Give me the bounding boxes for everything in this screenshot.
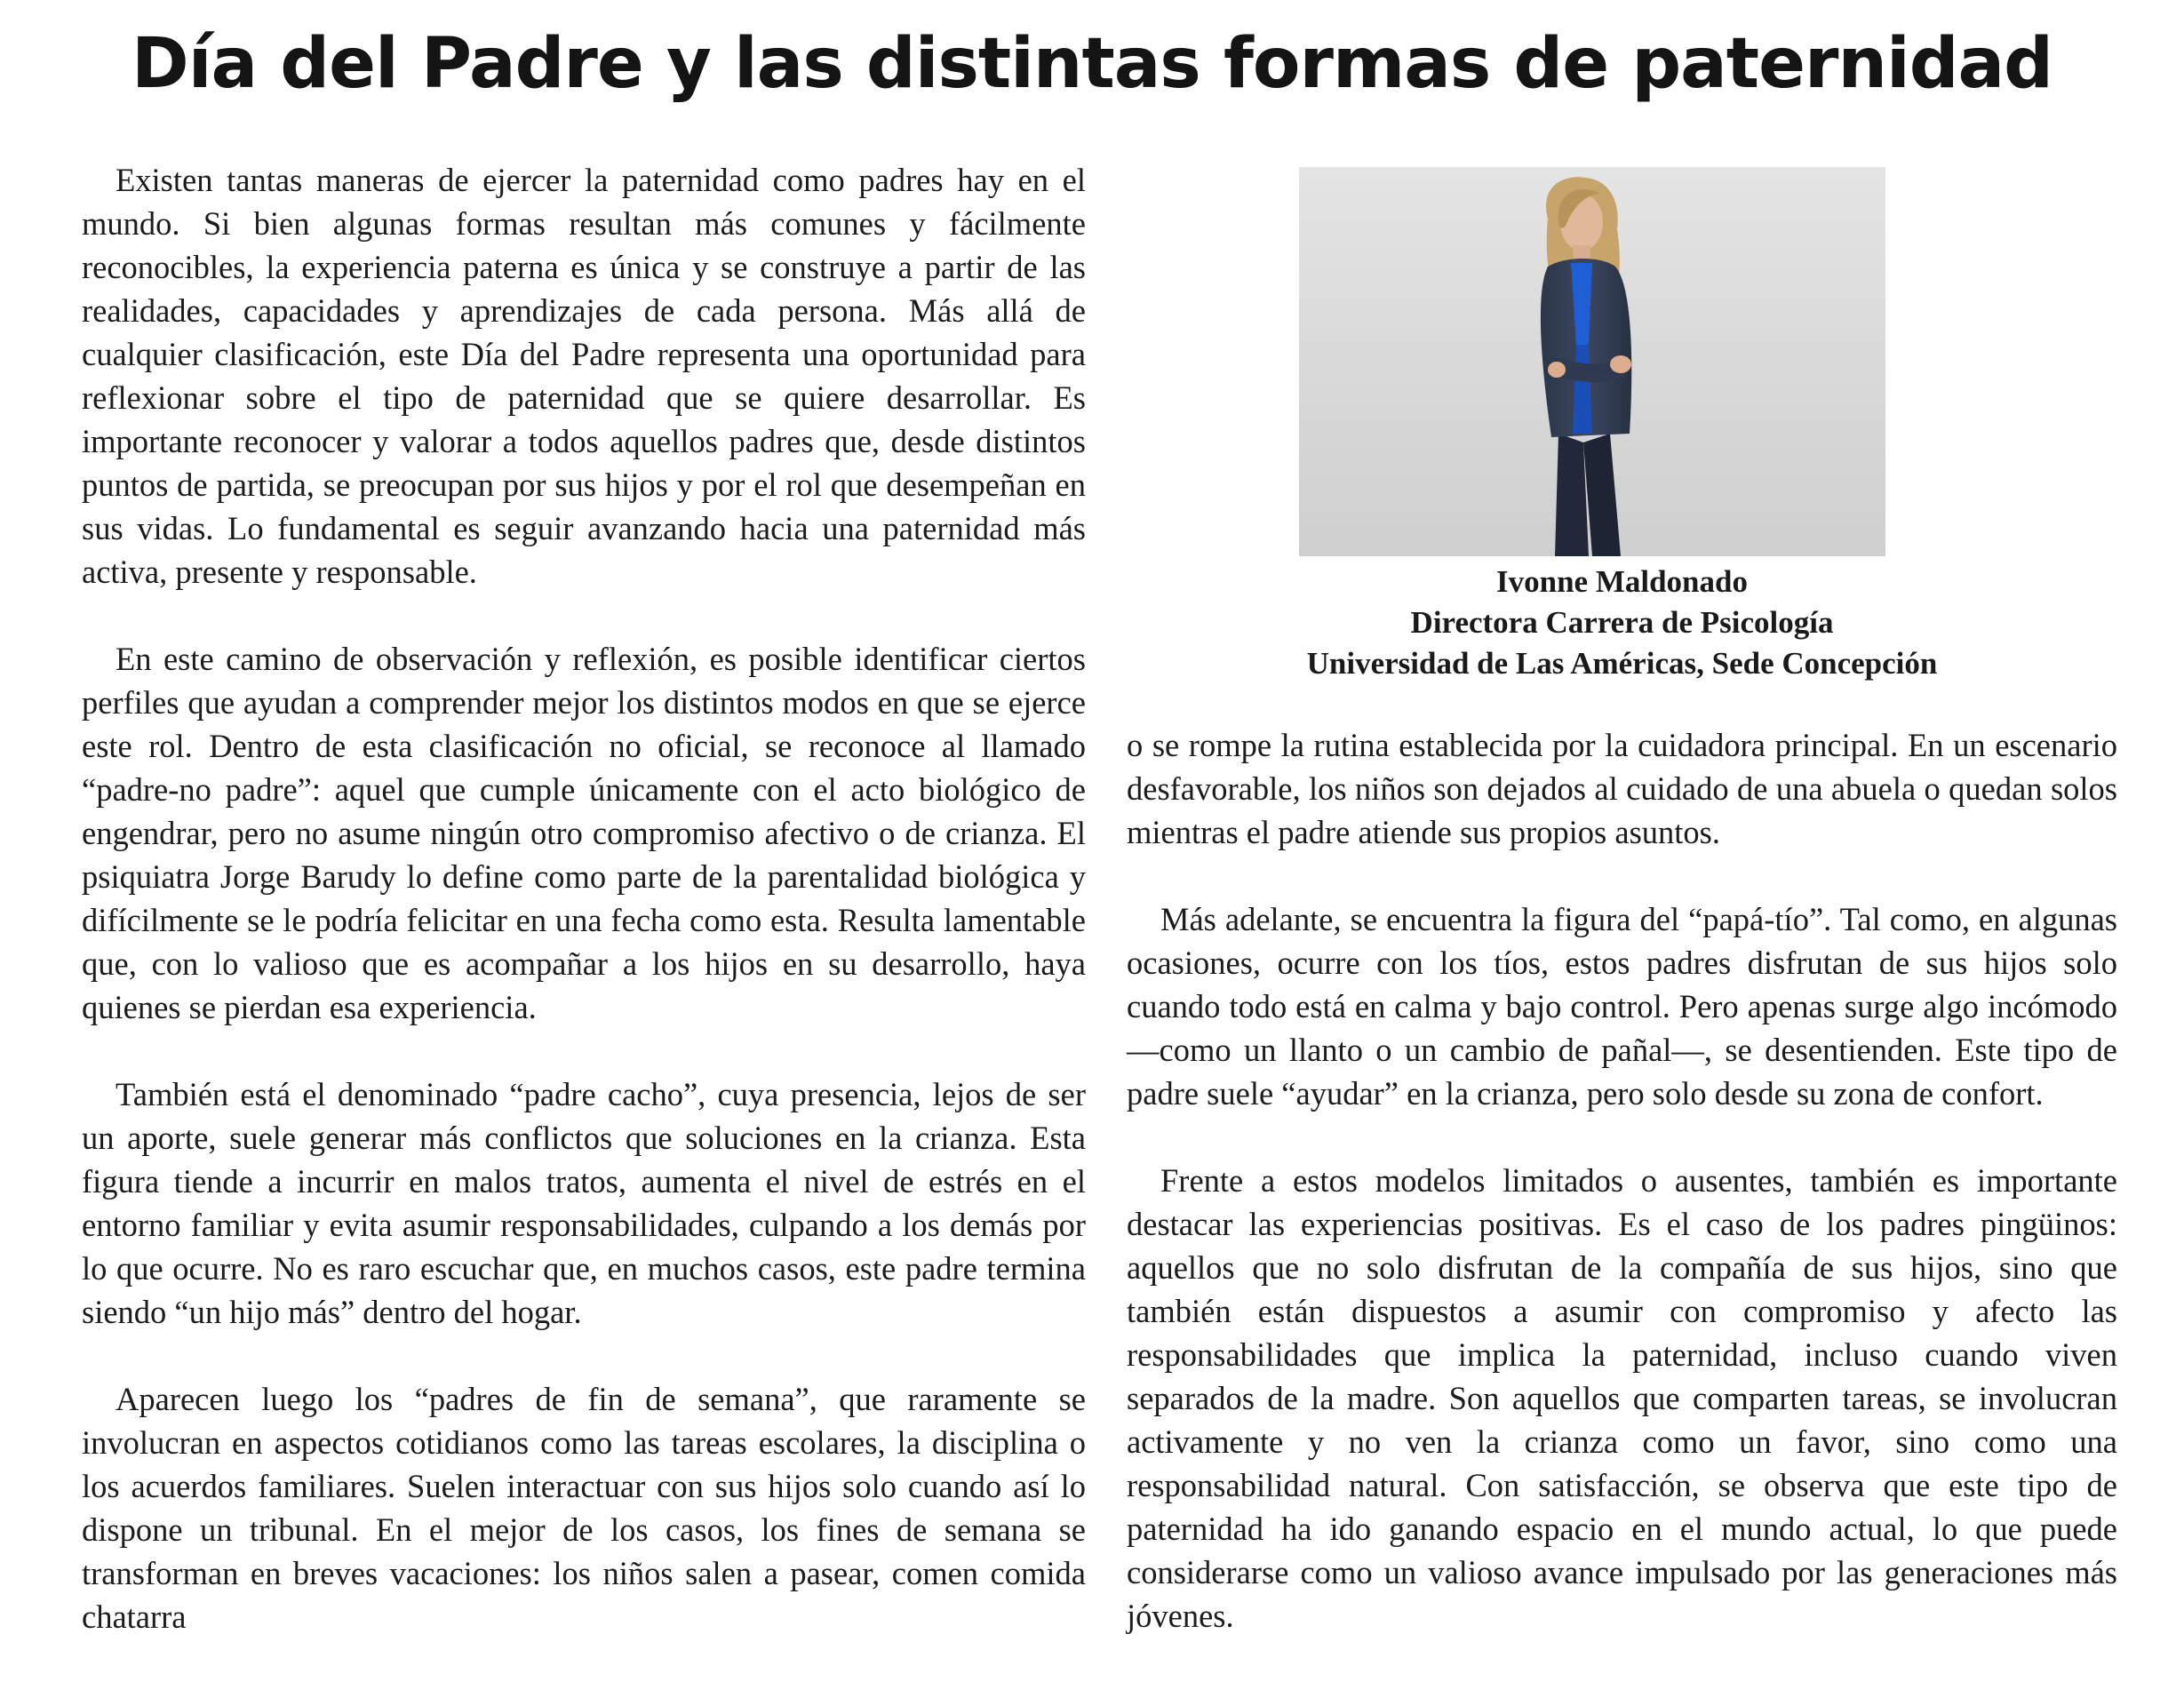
author-portrait-illustration [1299, 167, 1885, 556]
paragraph-padre-no-padre: En este camino de observación y reflexión, es posible identificar ciertos perfiles que ayudan a comprender mejor los distintos modos en que se ejerce este rol. Dentro de esta clasificación no oficial, se reconoce al llamado “padre-no padre”: aquel que cumple únicamente con el acto biológico de engendrar, pero no asume ningún otro compromiso afectivo o de crianza. El psiquiatra Jorge Barudy lo define como parte de la parentalidad biológica y difícilmente se le podría felicitar en una fecha como esta. Resulta lamentable que, con lo valioso que es acompañar a los hijos en su desarrollo, haya quienes se pierdan esa experiencia. [82, 641, 1086, 1025]
paragraph-padres-pinguinos: Frente a estos modelos limitados o ausentes, también es importante destacar las experiencias positivas. Es el caso de los padres pingüinos: aquellos que no solo disfrutan de la compañía de sus hijos, sino que también están dispuestos a asumir con compromiso y afecto las responsabilidades que implica la paternidad, incluso cuando viven separados de la madre. Son aquellos que comparten tareas, se involucran activamente y no ven la crianza como un favor, sino como una responsabilidad natural. Con satisfacción, se observa que este tipo de paternidad ha ido ganando espacio en el mundo actual, lo que puede considerarse como un valioso avance impulsado por las generaciones más jóvenes. [1127, 1162, 2117, 1634]
paragraph-padre-cacho: También está el denominado “padre cacho”, cuya presencia, lejos de ser un aporte, suele generar más conflictos que soluciones en la crianza. Esta figura tiende a incurrir en malos tratos, aumenta el nivel de estrés en el entorno familiar y evita asumir responsabilidades, culpando a los demás por lo que ocurre. No es raro escuchar que, en muchos casos, este padre termina siendo “un hijo más” dentro del hogar. [82, 1076, 1086, 1330]
article-title: Día del Padre y las distintas formas de paternidad [131, 24, 2053, 104]
paragraph-intro: Existen tantas maneras de ejercer la paternidad como padres hay en el mundo. Si bien algunas formas resultan más comunes y fácilmente reconocibles, la experiencia paterna es única y se construye a partir de las realidades, capacidades y aprendizajes de cada persona. Más allá de cualquier clasificación, este Día del Padre representa una oportunidad para reflexionar sobre el tipo de paternidad que se quiere desarrollar. Es importante reconocer y valorar a todos aquellos padres que, desde distintos puntos de partida, se preocupan por sus hijos y por el rol que desempeñan en sus vidas. Lo fundamental es seguir avanzando hacia una paternidad más activa, presente y responsable. [82, 162, 1086, 590]
paragraph-continuation: o se rompe la rutina establecida por la cuidadora principal. En un escenario desfavorable, los niños son dejados al cuidado de una abuela o quedan solos mientras el padre atiende sus propios asuntos. [1127, 727, 2117, 850]
author-caption [1127, 562, 2117, 684]
author-position: Directora Carrera de Psicología [1410, 605, 1834, 640]
paragraph-fin-de-semana: Aparecen luego los “padres de fin de semana”, que raramente se involucran en aspectos cotidianos como las tareas escolares, la disciplina o los acuerdos familiares. Suelen interactuar con sus hijos solo cuando así lo dispone un tribunal. En el mejor de los casos, los fines de semana se transforman en breves vacaciones: los niños salen a pasear, comen comida chatarra [82, 1381, 1086, 1635]
right-column [1127, 723, 2117, 1681]
author-photo [1299, 167, 1885, 556]
author-institution: Universidad de Las Américas, Sede Concepción [1306, 646, 1938, 681]
paragraph-papa-tio: Más adelante, se encuentra la figura del “papá-tío”. Tal como, en algunas ocasiones, ocurre con los tíos, estos padres disfrutan de sus hijos solo cuando todo está en calma y bajo control. Pero apenas surge algo incómodo —como un llanto o un cambio de pañal—, se desentienden. Este tipo de padre suele “ayudar” en la crianza, pero solo desde su zona de confort. [1127, 901, 2117, 1112]
left-column [82, 158, 1086, 1682]
author-name: Ivonne Maldonado [1496, 564, 1748, 599]
